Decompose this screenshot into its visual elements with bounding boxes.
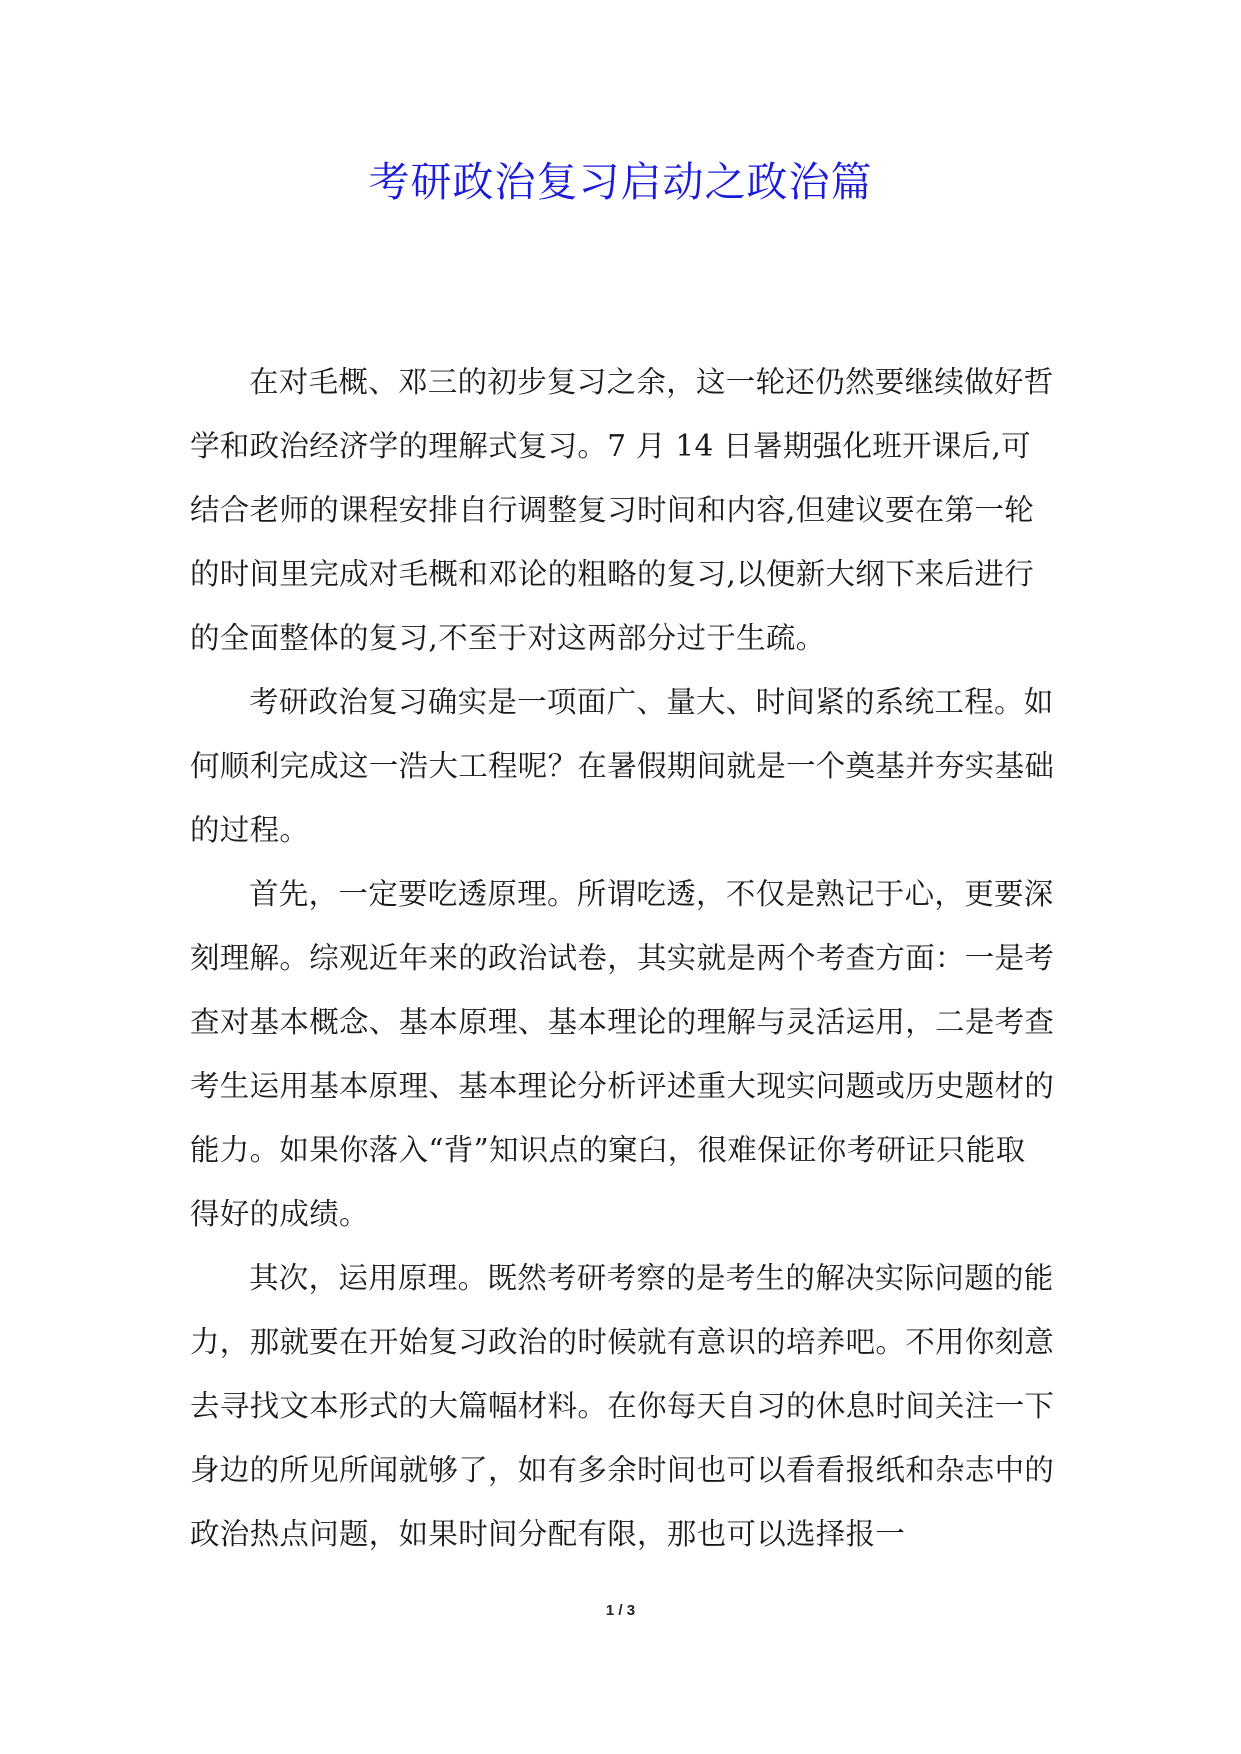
document-body bbox=[190, 350, 1055, 1566]
paragraph: 首先，一定要吃透原理。所谓吃透，不仅是熟记于心，更要深刻理解。综观近年来的政治试卷，其实就是两个考查方面：一是考查对基本概念、基本原理、基本理论的理解与灵活运用，二是考查考生运用基本原理、基本理论分析评述重大现实问题或历史题材的能力。如果你落入“背”知识点的窠臼，很难保证你考研证只能取得好的成绩。 bbox=[190, 877, 1055, 1231]
paragraph: 在对毛概、邓三的初步复习之余，这一轮还仍然要继续做好哲学和政治经济学的理解式复习。7 月 14 日暑期强化班开课后,可结合老师的课程安排自行调整复习时间和内容,但建议要在第一轮的时间里完成对毛概和邓论的粗略的复习,以便新大纲下来后进行的全面整体的复习,不至于对这两部分过于生疏。 bbox=[190, 365, 1054, 655]
paragraph: 其次，运用原理。既然考研考察的是考生的解决实际问题的能力，那就要在开始复习政治的时候就有意识的培养吧。不用你刻意去寻找文本形式的大篇幅材料。在你每天自习的休息时间关注一下身边的所见所闻就够了，如有多余时间也可以看看报纸和杂志中的政治热点问题，如果时间分配有限，那也可以选择报一 bbox=[190, 1261, 1055, 1551]
paragraph: 考研政治复习确实是一项面广、量大、时间紧的系统工程。如何顺利完成这一浩大工程呢？在暑假期间就是一个奠基并夯实基础的过程。 bbox=[190, 685, 1055, 847]
page-number: 1 / 3 bbox=[605, 1602, 636, 1619]
document-title: 考研政治复习启动之政治篇 bbox=[368, 158, 873, 206]
